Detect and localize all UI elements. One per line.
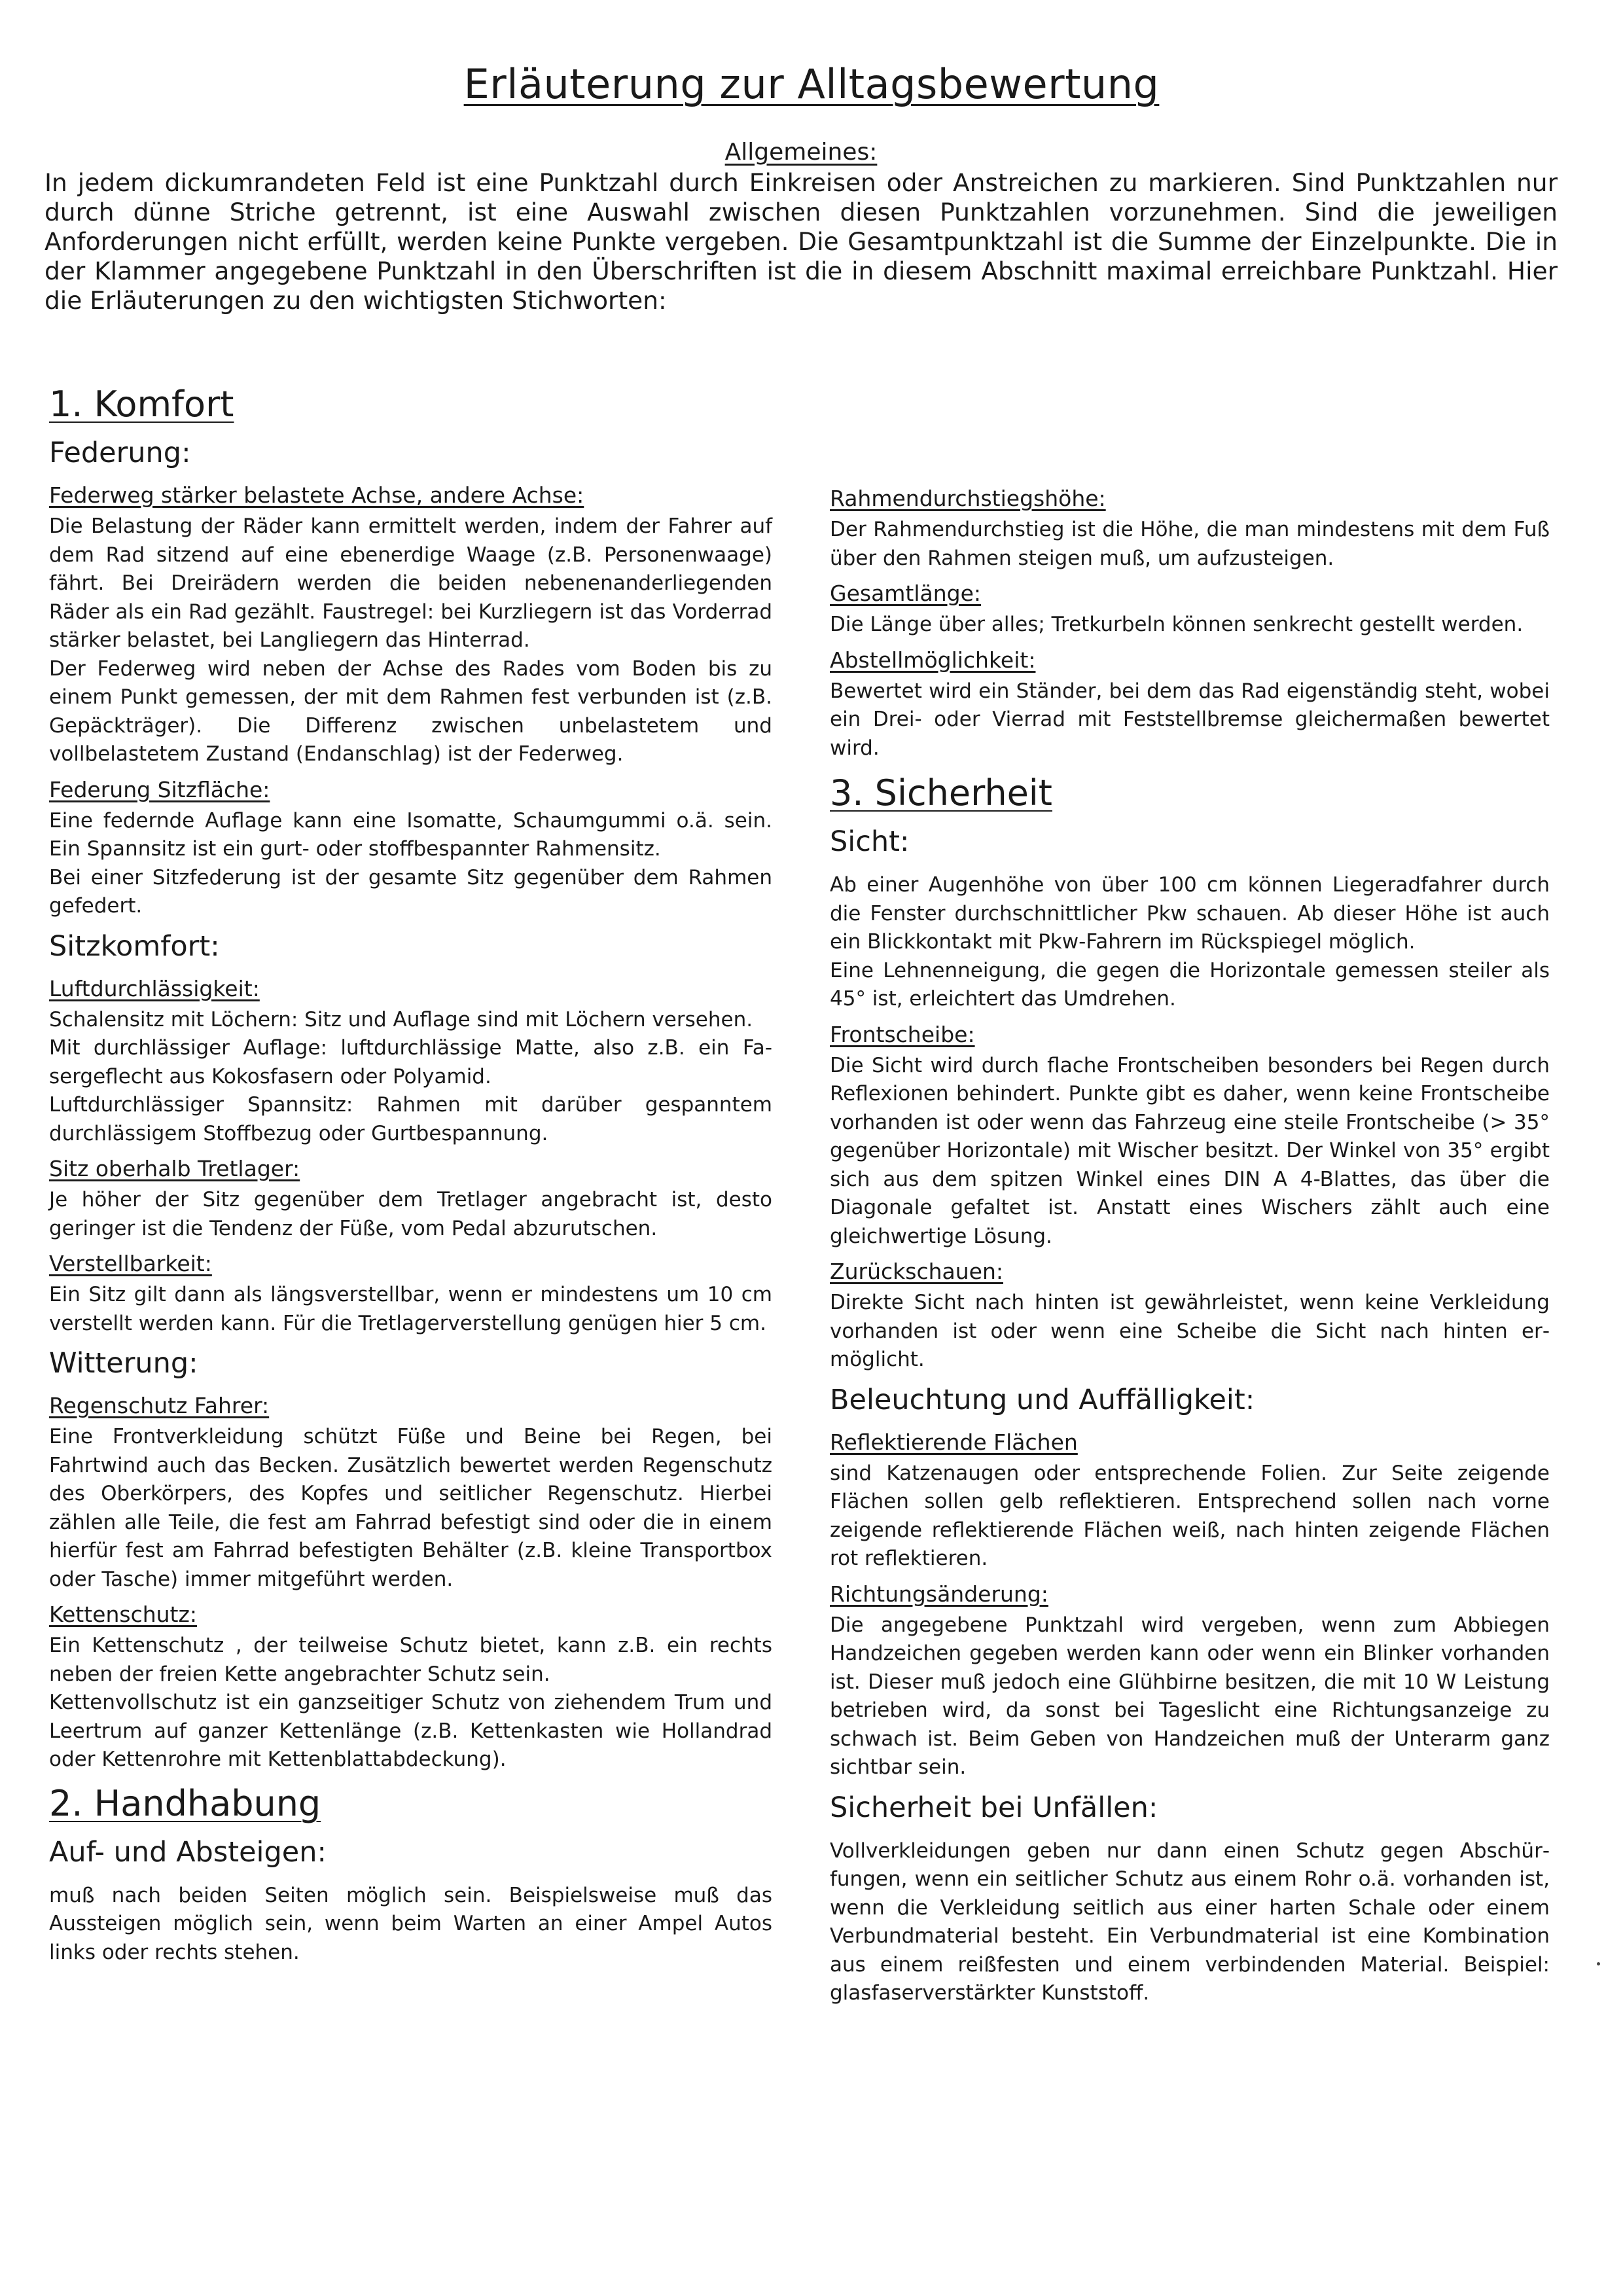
- subsection-title: Regenschutz Fahrer:: [49, 1393, 270, 1418]
- document-title: Erläuterung zur Alltagsbewertung: [463, 60, 1160, 108]
- subsection-title: Reflektierende Flächen: [830, 1429, 1078, 1455]
- subsection-rahmendurchstieg: [830, 486, 1550, 573]
- subsection-verstellbarkeit: [49, 1251, 772, 1338]
- paragraph: Je höher der Sitz gegenüber dem Tretlager angebracht ist, desto geringer ist die Tendenz der Füße, vom Pedal abzurutschen.: [49, 1188, 772, 1240]
- subsection-unfaelle: [830, 1837, 1550, 2008]
- intro-section: [45, 139, 1558, 315]
- group-title-federung: Federung:: [49, 437, 191, 469]
- group-title-sitzkomfort: Sitzkomfort:: [49, 929, 220, 963]
- group-title-witterung: Witterung:: [49, 1347, 198, 1380]
- paragraph: Die Länge über alles; Tretkurbeln können senkrecht gestellt werden.: [830, 613, 1524, 636]
- intro-heading: Allgemeines:: [724, 139, 878, 166]
- subsection-title: Federung Sitzfläche:: [49, 776, 270, 802]
- right-column: [830, 486, 1550, 2016]
- subsection-abstellmoeglichkeit: [830, 647, 1550, 763]
- subsection-richtungsaenderung: [830, 1581, 1550, 1782]
- paragraph: Schalensitz mit Löchern: Sitz und Auflage sind mit Löchern versehen.: [49, 1007, 753, 1031]
- paragraph: Direkte Sicht nach hinten ist gewährleistet, wenn keine Verkleidung vorhanden ist oder wenn eine Scheibe die Sicht nach hinten ermöglicht.: [830, 1291, 1550, 1371]
- subsection-title: Rahmendurchstiegshöhe:: [830, 486, 1106, 511]
- subsection-title: Sitz oberhalb Tretlager:: [49, 1156, 300, 1181]
- paragraph: Eine Frontverkleidung schützt Füße und Beine bei Regen, bei Fahrtwind auch das Becken. Zusätzlich bewertet werden Regenschutz des Oberkörpers, des Kopfes und seitlicher Regenschutz. Hierbei zählen alle Teile, die fest am Fahrrad befestigt sind oder die in einem hierfür fest am Fahrrad befestigten Behälter (z.B. kleine Transportbox oder Tasche) immer mitgeführt werden.: [49, 1425, 772, 1591]
- paragraph: Ein Kettenschutz , der teilweise Schutz bietet, kann z.B. ein rechts neben der freien Kette angebrachter Schutz sein.: [49, 1634, 772, 1686]
- group-title-auf-absteigen: Auf- und Absteigen:: [49, 1835, 327, 1869]
- subsection-title: Luftdurchlässigkeit:: [49, 975, 260, 1001]
- subsection-title: Abstellmöglichkeit:: [830, 647, 1036, 673]
- paragraph: sind Katzenaugen oder entsprechende Folien. Zur Seite zeigende Flächen sollen gelb reflektieren. Entsprechend sollen nach vorne zeigende reflektierende Flächen weiß, nach hinten zeigende Flächen rot reflektieren.: [830, 1461, 1550, 1570]
- subsection-title: Federweg stärker belastete Achse, andere Achse:: [49, 482, 584, 508]
- paragraph: Bei einer Sitzfederung ist der gesamte Sitz gegenüber dem Rahmen gefedert.: [49, 865, 772, 918]
- subsection-title: Richtungsänderung:: [830, 1581, 1048, 1607]
- subsection-auf-absteigen: [49, 1835, 772, 1967]
- paragraph: Die Belastung der Räder kann ermittelt werden, indem der Fahrer auf dem Rad sitzend auf eine ebenerdige Waage (z.B. Personenwaage) fährt. Bei Dreirädern werden die beiden nebenenanderliegenden Räder als ein Rad gezählt. Faustregel: bei Kurzliegern ist das Vorderrad stärker belastet, bei Langliegern das Hinterrad.: [49, 514, 772, 652]
- subsection-zurueckschauen: [830, 1259, 1550, 1374]
- paragraph: Eine federnde Auflage kann eine Isomatte, Schaumgummi o.ä. sein. Ein Spannsitz ist ein gurt- oder stoffbespannter Rahmensitz.: [49, 808, 772, 861]
- subsection-sitz-tretlager: [49, 1156, 772, 1243]
- subsection-title: Frontscheibe:: [830, 1021, 975, 1047]
- subsection-frontscheibe: [830, 1022, 1550, 1251]
- paragraph: Der Rahmendurchstieg ist die Höhe, die man mindestens mit dem Fuß über den Rahmen steigen muß, um aufzusteigen.: [830, 518, 1550, 570]
- subsection-title: Zurückschauen:: [830, 1259, 1003, 1284]
- paragraph: Ab einer Augenhöhe von über 100 cm können Liegeradfahrer durch die Fenster durchschnittlicher Pkw schauen. Ab dieser Höhe ist auch ein Blickkontakt mit Pkw-Fahrern im Rückspiegel möglich.: [830, 873, 1550, 954]
- paragraph: Die Sicht wird durch flache Frontscheiben besonders bei Regen durch Reflexionen behindert. Punkte gibt es daher, wenn keine Frontscheibe vorhanden ist oder wenn das Fahrzeug eine steile Frontscheibe (> 35° gegenüber Horizontale) mit Wischer besitzt. Der Winkel von 35° ergibt sich aus dem spitzen Winkel eines DIN A 4-Blattes, das über die Diagonale gefaltet ist. Anstatt eines Wischers zählt auch eine gleichwertige Lösung.: [830, 1053, 1550, 1248]
- paragraph: Luftdurchlässiger Spannsitz: Rahmen mit darüber gespanntem durchlässigem Stoffbezug oder Gurtbespannung.: [49, 1093, 772, 1145]
- paragraph: Eine Lehnenneigung, die gegen die Horizontale gemessen steiler als 45° ist, erleichtert das Umdrehen.: [830, 958, 1550, 1011]
- paragraph: Mit durchlässiger Auflage: luftdurchlässige Matte, also z.B. ein Fasergeflecht aus Kokosfasern oder Polyamid.: [49, 1036, 772, 1088]
- group-title-sicht: Sicht:: [830, 825, 910, 858]
- paragraph: Die angegebene Punktzahl wird vergeben, wenn zum Abbiegen Handzeichen gegeben werden kann oder wenn ein Blinker vorhanden ist. Dieser muß jedoch eine Glühbirne besitzen, die mit 10 W Leistung betrieben wird, da sonst bei Tageslicht eine Richtungsanzeige zu schwach ist. Beim Geben von Handzeichen muß der Unterarm ganz sichtbar sein.: [830, 1613, 1550, 1779]
- subsection-sicht: [830, 871, 1550, 1014]
- paragraph: Vollverkleidungen geben nur dann einen Schutz gegen Abschürfungen, wenn ein seitlicher Schutz aus einem Rohr o.ä. vorhanden ist, wenn die Verkleidung seitlich aus einer harten Schale oder einem Verbundmaterial besteht. Ein Verbundmaterial ist eine Kombination aus einem reißfesten und einem verbindenden Material. Beispiel: glasfaserverstärkter Kunststoff.: [830, 1839, 1550, 2005]
- paragraph: Der Federweg wird neben der Achse des Rades vom Boden bis zu einem Punkt gemessen, der mit dem Rahmen fest verbunden ist (z.B. Gepäckträger). Die Differenz zwischen unbelastetem und vollbelastetem Zustand (Endanschlag) ist der Federweg.: [49, 656, 772, 766]
- paragraph: Bewertet wird ein Ständer, bei dem das Rad eigenständig steht, wobei ein Drei- oder Vierrad mit Feststellbremse gleichermaßen bewertet wird.: [830, 679, 1550, 760]
- subsection-reflektierende-flaechen: [830, 1429, 1550, 1573]
- subsection-federweg: [49, 482, 772, 769]
- subsection-luftdurchlaessigkeit: [49, 976, 772, 1149]
- paragraph: Ein Sitz gilt dann als längsverstellbar, wenn er mindestens um 10 cm verstellt werden kann. Für die Tretlagerverstellung genügen hier 5 cm.: [49, 1283, 772, 1335]
- subsection-title: Verstellbarkeit:: [49, 1251, 212, 1276]
- group-title-beleuchtung: Beleuchtung und Auffälligkeit:: [830, 1383, 1255, 1416]
- section-title-sicherheit: 3. Sicherheit: [830, 772, 1052, 814]
- subsection-kettenschutz: [49, 1602, 772, 1774]
- scan-dot-mark: [1597, 1962, 1600, 1965]
- subsection-gesamtlaenge: [830, 581, 1550, 639]
- group-title-unfaelle: Sicherheit bei Unfällen:: [830, 1791, 1158, 1824]
- section-title-handhabung: 2. Handhabung: [49, 1782, 321, 1824]
- subsection-title: Gesamtlänge:: [830, 581, 982, 606]
- paragraph: Kettenvollschutz ist ein ganzseitiger Schutz von ziehendem Trum und Leertrum auf ganzer Kettenlänge (z.B. Kettenkasten wie Hollandrad oder Kettenrohre mit Kettenblattabdeckung).: [49, 1691, 772, 1771]
- subsection-federung-sitzflaeche: [49, 777, 772, 921]
- paragraph: muß nach beiden Seiten möglich sein. Beispielsweise muß das Aussteigen möglich sein, wenn beim Warten an einer Ampel Autos links oder rechts stehen.: [49, 1883, 772, 1964]
- subsection-regenschutz: [49, 1393, 772, 1594]
- section-title-komfort: 1. Komfort: [49, 384, 234, 425]
- left-column: [49, 383, 772, 1975]
- intro-text: In jedem dickumrandeten Feld ist eine Punktzahl durch Einkreisen oder Anstreichen zu markieren. Sind Punktzahlen nur durch dünne Striche getrennt, ist eine Auswahl zwischen diesen Punktzahlen vorzunehmen. Sind die jeweiligen Anforderungen nicht erfüllt, werden keine Punkte vergeben. Die Gesamtpunktzahl ist die Summe der Einzelpunkte. Die in der Klammer angegebene Punktzahl in den Überschriften ist die in diesem Abschnitt maximal erreichbare Punktzahl. Hier die Erläuterungen zu den wichtigsten Stichworten:: [45, 168, 1558, 315]
- subsection-title: Kettenschutz:: [49, 1602, 197, 1627]
